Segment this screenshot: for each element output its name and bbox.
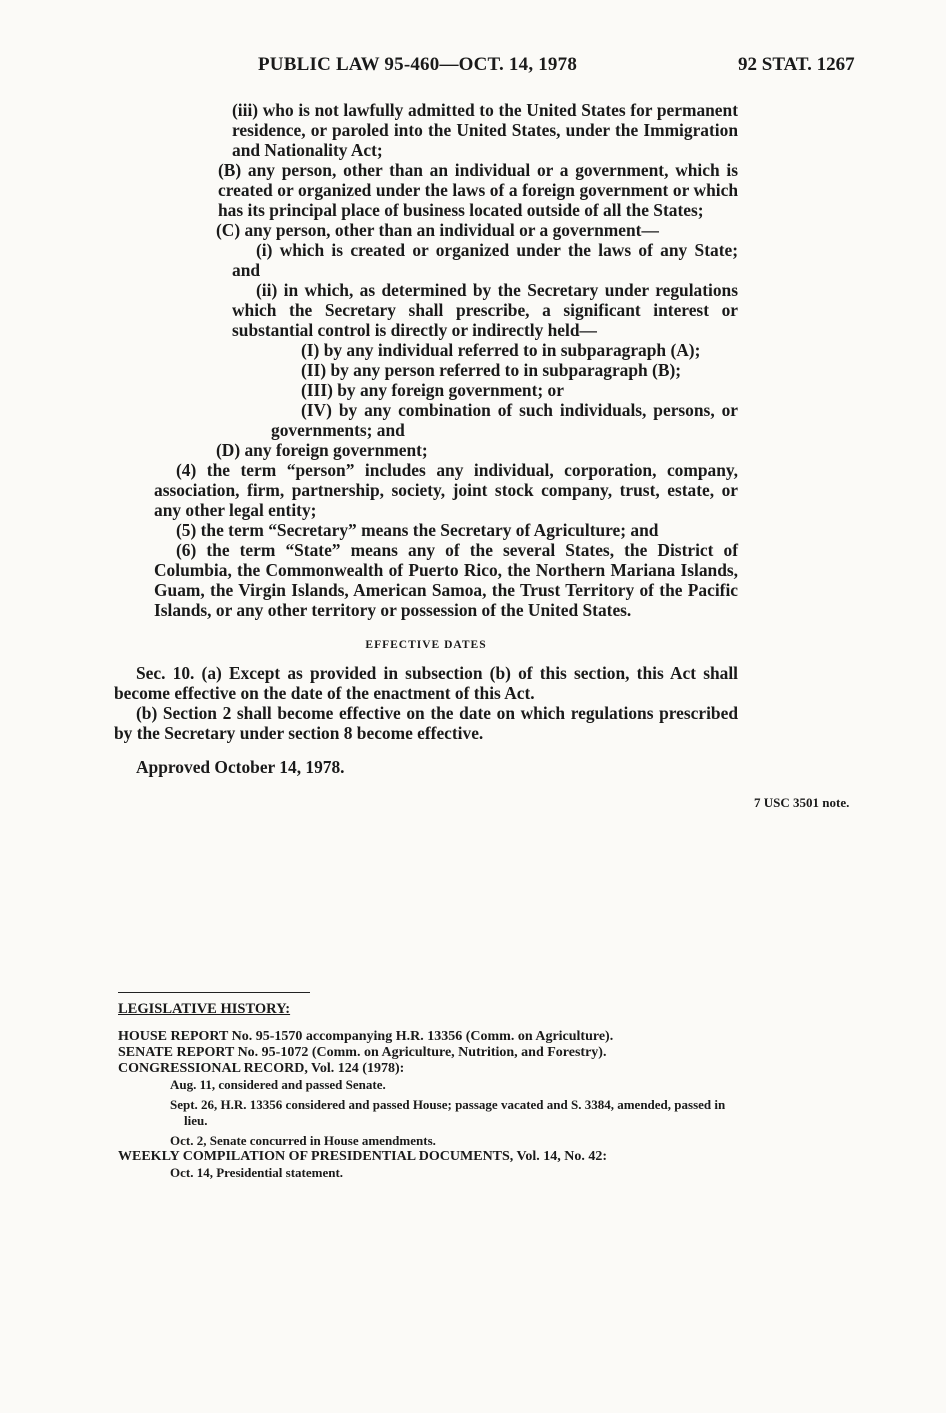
margin-note-usc: 7 USC 3501 note. — [754, 795, 850, 810]
statute-body — [114, 100, 738, 777]
cr-item-sept-26: Sept. 26, H.R. 13356 considered and passed House; passage vacated and S. 3384, amended, passed in lieu. — [170, 1097, 726, 1128]
paragraph-4: (4) the term “person” includes any individual, corporation, company, association, firm, partnership, society, joint stock company, trust, estate, or any other legal entity; — [154, 460, 738, 520]
subparagraph-c: (C) any person, other than an individual or a government— — [216, 220, 659, 240]
weekly-compilation: WEEKLY COMPILATION OF PRESIDENTIAL DOCUMENTS, Vol. 14, No. 42: — [118, 1149, 608, 1164]
subclause-I: (I) by any individual referred to in subparagraph (A); — [301, 340, 701, 360]
section-10-b: (b) Section 2 shall become effective on the date on which regulations prescribed by the Secretary under section 8 become effective. — [114, 703, 738, 743]
subclause-IV: (IV) by any combination of such individuals, persons, or governments; and — [271, 400, 738, 440]
subparagraph-b: (B) any person, other than an individual or a government, which is created or organized under the laws of a foreign government or which has its principal place of business located outside of all the States; — [218, 160, 738, 220]
house-report: HOUSE REPORT No. 95-1570 accompanying H.R. 13356 (Comm. on Agriculture). — [118, 1029, 614, 1044]
subclause-II: (II) by any person referred to in subparagraph (B); — [301, 360, 682, 380]
section-divider — [118, 992, 310, 993]
section-heading-effective-dates: EFFECTIVE DATES — [365, 639, 487, 651]
subclause-III: (III) by any foreign government; or — [301, 380, 564, 400]
cr-item-oct-2: Oct. 2, Senate concurred in House amendments. — [170, 1133, 436, 1148]
clause-i: (i) which is created or organized under the laws of any State; and — [232, 240, 738, 280]
legislative-history-heading: LEGISLATIVE HISTORY: — [118, 1001, 291, 1017]
paragraph-6: (6) the term “State” means any of the several States, the District of Columbia, the Commonwealth of Puerto Rico, the Northern Mariana Islands, Guam, the Virgin Islands, American Samoa, the Trust Territory of the Pacific Islands, or any other territory or possession of the United States. — [154, 540, 738, 620]
approval-date: Approved October 14, 1978. — [136, 757, 345, 777]
clause-iii: (iii) who is not lawfully admitted to the United States for permanent residence, or paroled into the United States, under the Immigration and Nationality Act; — [232, 100, 738, 160]
running-header — [0, 54, 946, 82]
section-10-a: Sec. 10. (a) Except as provided in subsection (b) of this section, this Act shall become effective on the date of the enactment of this Act. — [114, 663, 738, 703]
legislative-history — [118, 1001, 740, 1181]
paragraph-5: (5) the term “Secretary” means the Secretary of Agriculture; and — [176, 520, 659, 540]
clause-ii: (ii) in which, as determined by the Secretary under regulations which the Secretary shall prescribe, a significant interest or substantial control is directly or indirectly held— — [232, 280, 738, 340]
congressional-record: CONGRESSIONAL RECORD, Vol. 124 (1978): — [118, 1061, 405, 1076]
subparagraph-d: (D) any foreign government; — [216, 440, 428, 460]
statute-citation: 92 STAT. 1267 — [738, 54, 855, 75]
senate-report: SENATE REPORT No. 95-1072 (Comm. on Agriculture, Nutrition, and Forestry). — [118, 1045, 607, 1060]
cr-item-aug-11: Aug. 11, considered and passed Senate. — [170, 1077, 386, 1092]
wc-item-oct-14: Oct. 14, Presidential statement. — [170, 1165, 344, 1180]
header-title: PUBLIC LAW 95-460—OCT. 14, 1978 — [258, 54, 578, 75]
